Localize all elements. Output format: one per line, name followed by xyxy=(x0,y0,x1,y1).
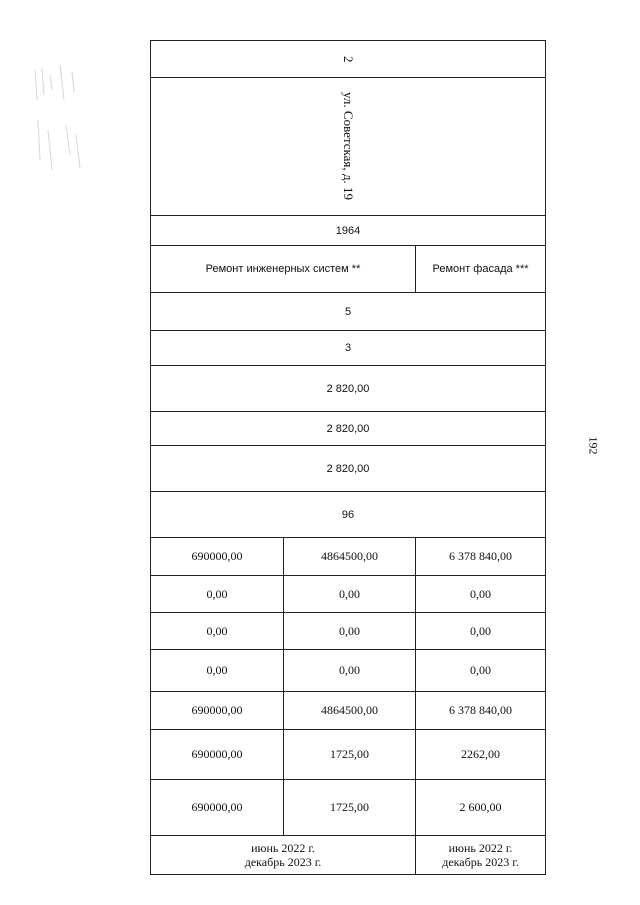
value-cell: 3 xyxy=(344,342,352,354)
table-row xyxy=(150,411,546,445)
table-cell: 0,00 xyxy=(284,650,416,691)
page-number: 192 xyxy=(586,436,601,455)
value-cell: 5 xyxy=(344,305,352,318)
row-number: 2 xyxy=(341,55,356,63)
table-cell: 0,00 xyxy=(151,613,284,649)
table-cell: 1725,00 xyxy=(284,730,416,779)
table-row xyxy=(150,292,546,330)
table-row xyxy=(150,612,546,649)
table-row xyxy=(150,77,546,215)
table-cell: 6 378 840,00 xyxy=(449,549,512,563)
value-cell: 2 820,00 xyxy=(326,462,370,475)
table-row xyxy=(150,691,546,729)
table-cell: 0,00 xyxy=(151,650,284,691)
address-cell: ул. Советская, д. 19 xyxy=(341,92,356,201)
table-cell: 0,00 xyxy=(470,663,491,677)
table-row xyxy=(150,779,546,835)
scan-artifact xyxy=(30,60,88,180)
table-cell: 2 600,00 xyxy=(459,800,502,814)
value-cell: 96 xyxy=(341,508,355,521)
table-cell: 6 378 840,00 xyxy=(449,703,512,717)
table-row xyxy=(150,330,546,365)
table-cell: 1725,00 xyxy=(284,780,416,835)
header-engineering-systems: Ремонт инженерных систем ** xyxy=(151,246,416,292)
period-cell xyxy=(416,836,545,874)
period-end: декабрь 2023 г. xyxy=(442,855,519,869)
header-facade-repair: Ремонт фасада *** xyxy=(432,263,529,275)
table-row xyxy=(150,575,546,612)
table-row xyxy=(150,245,546,292)
value-cell: 2 820,00 xyxy=(326,422,370,435)
table-row xyxy=(150,215,546,245)
table-row xyxy=(150,40,546,77)
table-cell: 4864500,00 xyxy=(284,692,416,729)
table-cell: 0,00 xyxy=(151,576,284,612)
table-row xyxy=(150,537,546,575)
table-cell: 0,00 xyxy=(470,623,491,638)
period-cell xyxy=(151,836,416,874)
table-row xyxy=(150,445,546,491)
table-row xyxy=(150,835,546,875)
year-cell: 1964 xyxy=(335,224,361,237)
value-cell: 2 820,00 xyxy=(326,382,370,395)
period-start: июнь 2022 г. xyxy=(251,841,315,855)
table-cell: 690000,00 xyxy=(151,692,284,729)
table-cell: 690000,00 xyxy=(151,538,284,575)
period-end: декабрь 2023 г. xyxy=(244,855,322,869)
table-row xyxy=(150,729,546,779)
table-cell: 0,00 xyxy=(284,613,416,649)
table-cell: 690000,00 xyxy=(151,780,284,835)
table-cell: 2262,00 xyxy=(461,747,500,761)
table-cell: 0,00 xyxy=(284,576,416,612)
table-row xyxy=(150,649,546,691)
table-cell: 4864500,00 xyxy=(284,538,416,575)
table-cell: 0,00 xyxy=(470,586,491,601)
period-start: июнь 2022 г. xyxy=(448,841,513,855)
table-row xyxy=(150,365,546,411)
table-row xyxy=(150,491,546,537)
table-cell: 690000,00 xyxy=(151,730,284,779)
